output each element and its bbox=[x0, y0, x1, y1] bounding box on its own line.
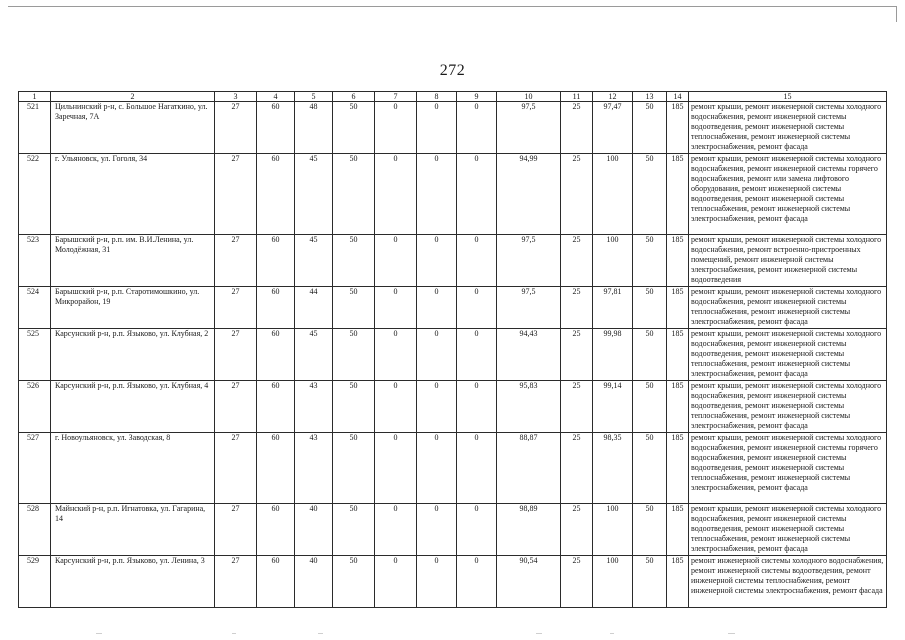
value-cell-col-4: 60 bbox=[257, 154, 295, 235]
row-number-cell: 522 bbox=[19, 154, 51, 235]
value-cell-col-10: 97,5 bbox=[497, 287, 561, 329]
works-description-cell: ремонт крыши, ремонт инженерной системы холодного водоснабжения, ремонт инженерной системы водоотведения, ремонт инженерной системы теплоснабжения, ремонт инженерной системы электроснабжения, ремонт фасада bbox=[689, 102, 887, 154]
value-cell-col-3: 27 bbox=[215, 381, 257, 433]
value-cell-col-9: 0 bbox=[457, 556, 497, 608]
column-number-row bbox=[19, 92, 887, 102]
value-cell-col-3: 27 bbox=[215, 433, 257, 504]
value-cell-col-13: 50 bbox=[633, 154, 667, 235]
value-cell-col-7: 0 bbox=[375, 287, 417, 329]
value-cell-col-6: 50 bbox=[333, 381, 375, 433]
value-cell-col-8: 0 bbox=[417, 235, 457, 287]
value-cell-col-14: 185 bbox=[667, 504, 689, 556]
value-cell-col-3: 27 bbox=[215, 154, 257, 235]
value-cell-col-7: 0 bbox=[375, 235, 417, 287]
works-description-cell: ремонт крыши, ремонт инженерной системы холодного водоснабжения, ремонт инженерной системы водоотведения, ремонт инженерной системы теплоснабжения, ремонт инженерной системы электроснабжения, ремонт фасада bbox=[689, 504, 887, 556]
value-cell-col-5: 40 bbox=[295, 504, 333, 556]
row-number-cell: 524 bbox=[19, 287, 51, 329]
column-header: 7 bbox=[375, 92, 417, 102]
value-cell-col-8: 0 bbox=[417, 329, 457, 381]
value-cell-col-12: 100 bbox=[593, 556, 633, 608]
value-cell-col-8: 0 bbox=[417, 504, 457, 556]
value-cell-col-9: 0 bbox=[457, 102, 497, 154]
value-cell-col-12: 100 bbox=[593, 235, 633, 287]
table-row bbox=[19, 235, 887, 287]
value-cell-col-13: 50 bbox=[633, 235, 667, 287]
value-cell-col-9: 0 bbox=[457, 381, 497, 433]
value-cell-col-8: 0 bbox=[417, 556, 457, 608]
row-number-cell: 525 bbox=[19, 329, 51, 381]
column-header: 12 bbox=[593, 92, 633, 102]
works-description-cell: ремонт крыши, ремонт инженерной системы холодного водоснабжения, ремонт инженерной системы теплоснабжения, ремонт инженерной системы электроснабжения, ремонт фасада bbox=[689, 287, 887, 329]
value-cell-col-12: 98,35 bbox=[593, 433, 633, 504]
address-cell: г. Новоульяновск, ул. Заводская, 8 bbox=[51, 433, 215, 504]
table-row bbox=[19, 329, 887, 381]
table-row bbox=[19, 154, 887, 235]
page-edge-corner bbox=[896, 6, 897, 22]
scan-artifacts bbox=[0, 630, 905, 640]
works-description-cell: ремонт крыши, ремонт инженерной системы холодного водоснабжения, ремонт инженерной системы горячего водоснабжения, ремонт или замена лифтового оборудования, ремонт инженерной системы водоотведения, ремонт инженерной системы теплоснабжения, ремонт инженерной системы электроснабжения, ремонт фасада bbox=[689, 154, 887, 235]
value-cell-col-10: 98,89 bbox=[497, 504, 561, 556]
value-cell-col-6: 50 bbox=[333, 102, 375, 154]
value-cell-col-10: 88,87 bbox=[497, 433, 561, 504]
value-cell-col-8: 0 bbox=[417, 154, 457, 235]
address-cell: Барышский р-н, р.п. Старотимошкино, ул. Микрорайон, 19 bbox=[51, 287, 215, 329]
value-cell-col-4: 60 bbox=[257, 102, 295, 154]
value-cell-col-9: 0 bbox=[457, 504, 497, 556]
value-cell-col-11: 25 bbox=[561, 504, 593, 556]
table-row bbox=[19, 504, 887, 556]
address-cell: Карсунский р-н, р.п. Языково, ул. Клубная, 4 bbox=[51, 381, 215, 433]
value-cell-col-9: 0 bbox=[457, 433, 497, 504]
value-cell-col-4: 60 bbox=[257, 433, 295, 504]
value-cell-col-5: 45 bbox=[295, 154, 333, 235]
value-cell-col-12: 97,81 bbox=[593, 287, 633, 329]
value-cell-col-13: 50 bbox=[633, 381, 667, 433]
value-cell-col-6: 50 bbox=[333, 287, 375, 329]
address-cell: Цильнинский р-н, с. Большое Нагаткино, ул. Заречная, 7А bbox=[51, 102, 215, 154]
value-cell-col-5: 45 bbox=[295, 235, 333, 287]
value-cell-col-14: 185 bbox=[667, 235, 689, 287]
row-number-cell: 523 bbox=[19, 235, 51, 287]
row-number-cell: 528 bbox=[19, 504, 51, 556]
row-number-cell: 527 bbox=[19, 433, 51, 504]
page-number: 272 bbox=[439, 62, 466, 79]
value-cell-col-3: 27 bbox=[215, 235, 257, 287]
value-cell-col-9: 0 bbox=[457, 235, 497, 287]
value-cell-col-8: 0 bbox=[417, 433, 457, 504]
address-cell: Барышский р-н, р.п. им. В.И.Ленина, ул. Молодёжная, 31 bbox=[51, 235, 215, 287]
column-header: 8 bbox=[417, 92, 457, 102]
value-cell-col-10: 94,99 bbox=[497, 154, 561, 235]
value-cell-col-5: 43 bbox=[295, 433, 333, 504]
value-cell-col-3: 27 bbox=[215, 504, 257, 556]
value-cell-col-10: 94,43 bbox=[497, 329, 561, 381]
value-cell-col-13: 50 bbox=[633, 329, 667, 381]
value-cell-col-5: 43 bbox=[295, 381, 333, 433]
value-cell-col-11: 25 bbox=[561, 102, 593, 154]
value-cell-col-14: 185 bbox=[667, 154, 689, 235]
table-row bbox=[19, 556, 887, 608]
value-cell-col-3: 27 bbox=[215, 556, 257, 608]
column-header: 4 bbox=[257, 92, 295, 102]
value-cell-col-4: 60 bbox=[257, 329, 295, 381]
works-description-cell: ремонт инженерной системы холодного водоснабжения, ремонт инженерной системы водоотведения, ремонт инженерной системы теплоснабжения, ремонт инженерной системы электроснабжения, ремонт фасада bbox=[689, 556, 887, 608]
column-header: 6 bbox=[333, 92, 375, 102]
value-cell-col-9: 0 bbox=[457, 287, 497, 329]
value-cell-col-12: 100 bbox=[593, 154, 633, 235]
column-header: 1 bbox=[19, 92, 51, 102]
works-description-cell: ремонт крыши, ремонт инженерной системы холодного водоснабжения, ремонт инженерной системы горячего водоснабжения, ремонт инженерной системы водоотведения, ремонт инженерной системы теплоснабжения, ремонт инженерной системы электроснабжения, ремонт фасада bbox=[689, 433, 887, 504]
address-cell: Карсунский р-н, р.п. Языково, ул. Клубная, 2 bbox=[51, 329, 215, 381]
value-cell-col-12: 99,14 bbox=[593, 381, 633, 433]
value-cell-col-7: 0 bbox=[375, 556, 417, 608]
table-row bbox=[19, 381, 887, 433]
value-cell-col-7: 0 bbox=[375, 381, 417, 433]
value-cell-col-3: 27 bbox=[215, 329, 257, 381]
column-header: 13 bbox=[633, 92, 667, 102]
value-cell-col-12: 100 bbox=[593, 504, 633, 556]
page-edge bbox=[8, 6, 897, 7]
value-cell-col-13: 50 bbox=[633, 504, 667, 556]
value-cell-col-7: 0 bbox=[375, 433, 417, 504]
value-cell-col-6: 50 bbox=[333, 556, 375, 608]
value-cell-col-3: 27 bbox=[215, 102, 257, 154]
column-header: 9 bbox=[457, 92, 497, 102]
table-row bbox=[19, 287, 887, 329]
value-cell-col-4: 60 bbox=[257, 504, 295, 556]
address-cell: Майнский р-н, р.п. Игнатовка, ул. Гагарина, 14 bbox=[51, 504, 215, 556]
value-cell-col-7: 0 bbox=[375, 329, 417, 381]
address-cell: Карсунский р-н, р.п. Языково, ул. Ленина, 3 bbox=[51, 556, 215, 608]
works-description-cell: ремонт крыши, ремонт инженерной системы холодного водоснабжения, ремонт инженерной системы водоотведения, ремонт инженерной системы теплоснабжения, ремонт инженерной системы электроснабжения, ремонт фасада bbox=[689, 381, 887, 433]
row-number-cell: 526 bbox=[19, 381, 51, 433]
value-cell-col-13: 50 bbox=[633, 102, 667, 154]
value-cell-col-11: 25 bbox=[561, 329, 593, 381]
value-cell-col-5: 48 bbox=[295, 102, 333, 154]
value-cell-col-14: 185 bbox=[667, 433, 689, 504]
address-cell: г. Ульяновск, ул. Гоголя, 34 bbox=[51, 154, 215, 235]
value-cell-col-13: 50 bbox=[633, 556, 667, 608]
value-cell-col-5: 40 bbox=[295, 556, 333, 608]
value-cell-col-4: 60 bbox=[257, 235, 295, 287]
value-cell-col-9: 0 bbox=[457, 329, 497, 381]
column-header: 11 bbox=[561, 92, 593, 102]
value-cell-col-3: 27 bbox=[215, 287, 257, 329]
value-cell-col-5: 44 bbox=[295, 287, 333, 329]
value-cell-col-8: 0 bbox=[417, 102, 457, 154]
value-cell-col-6: 50 bbox=[333, 433, 375, 504]
value-cell-col-11: 25 bbox=[561, 154, 593, 235]
registry-table bbox=[18, 91, 887, 608]
column-header: 15 bbox=[689, 92, 887, 102]
value-cell-col-6: 50 bbox=[333, 329, 375, 381]
value-cell-col-5: 45 bbox=[295, 329, 333, 381]
value-cell-col-11: 25 bbox=[561, 381, 593, 433]
value-cell-col-14: 185 bbox=[667, 329, 689, 381]
column-header: 2 bbox=[51, 92, 215, 102]
value-cell-col-6: 50 bbox=[333, 235, 375, 287]
value-cell-col-8: 0 bbox=[417, 287, 457, 329]
value-cell-col-10: 97,5 bbox=[497, 235, 561, 287]
value-cell-col-6: 50 bbox=[333, 154, 375, 235]
column-header: 3 bbox=[215, 92, 257, 102]
value-cell-col-13: 50 bbox=[633, 287, 667, 329]
value-cell-col-7: 0 bbox=[375, 504, 417, 556]
works-description-cell: ремонт крыши, ремонт инженерной системы холодного водоснабжения, ремонт инженерной системы водоотведения, ремонт инженерной системы теплоснабжения, ремонт инженерной системы электроснабжения, ремонт фасада bbox=[689, 329, 887, 381]
value-cell-col-6: 50 bbox=[333, 504, 375, 556]
table-row bbox=[19, 102, 887, 154]
value-cell-col-11: 25 bbox=[561, 556, 593, 608]
row-number-cell: 529 bbox=[19, 556, 51, 608]
column-header: 10 bbox=[497, 92, 561, 102]
column-header: 14 bbox=[667, 92, 689, 102]
value-cell-col-10: 90,54 bbox=[497, 556, 561, 608]
value-cell-col-10: 95,83 bbox=[497, 381, 561, 433]
value-cell-col-12: 99,98 bbox=[593, 329, 633, 381]
value-cell-col-14: 185 bbox=[667, 287, 689, 329]
value-cell-col-7: 0 bbox=[375, 102, 417, 154]
value-cell-col-4: 60 bbox=[257, 556, 295, 608]
value-cell-col-9: 0 bbox=[457, 154, 497, 235]
value-cell-col-13: 50 bbox=[633, 433, 667, 504]
value-cell-col-7: 0 bbox=[375, 154, 417, 235]
value-cell-col-4: 60 bbox=[257, 381, 295, 433]
table-body bbox=[19, 92, 887, 608]
value-cell-col-8: 0 bbox=[417, 381, 457, 433]
row-number-cell: 521 bbox=[19, 102, 51, 154]
works-description-cell: ремонт крыши, ремонт инженерной системы холодного водоснабжения, ремонт встроенно-пристроенных помещений, ремонт инженерной системы электроснабжения, ремонт инженерной системы водоотведения bbox=[689, 235, 887, 287]
value-cell-col-11: 25 bbox=[561, 235, 593, 287]
table-row bbox=[19, 433, 887, 504]
value-cell-col-11: 25 bbox=[561, 433, 593, 504]
value-cell-col-4: 60 bbox=[257, 287, 295, 329]
value-cell-col-12: 97,47 bbox=[593, 102, 633, 154]
value-cell-col-14: 185 bbox=[667, 556, 689, 608]
value-cell-col-10: 97,5 bbox=[497, 102, 561, 154]
value-cell-col-14: 185 bbox=[667, 102, 689, 154]
value-cell-col-11: 25 bbox=[561, 287, 593, 329]
value-cell-col-14: 185 bbox=[667, 381, 689, 433]
column-header: 5 bbox=[295, 92, 333, 102]
